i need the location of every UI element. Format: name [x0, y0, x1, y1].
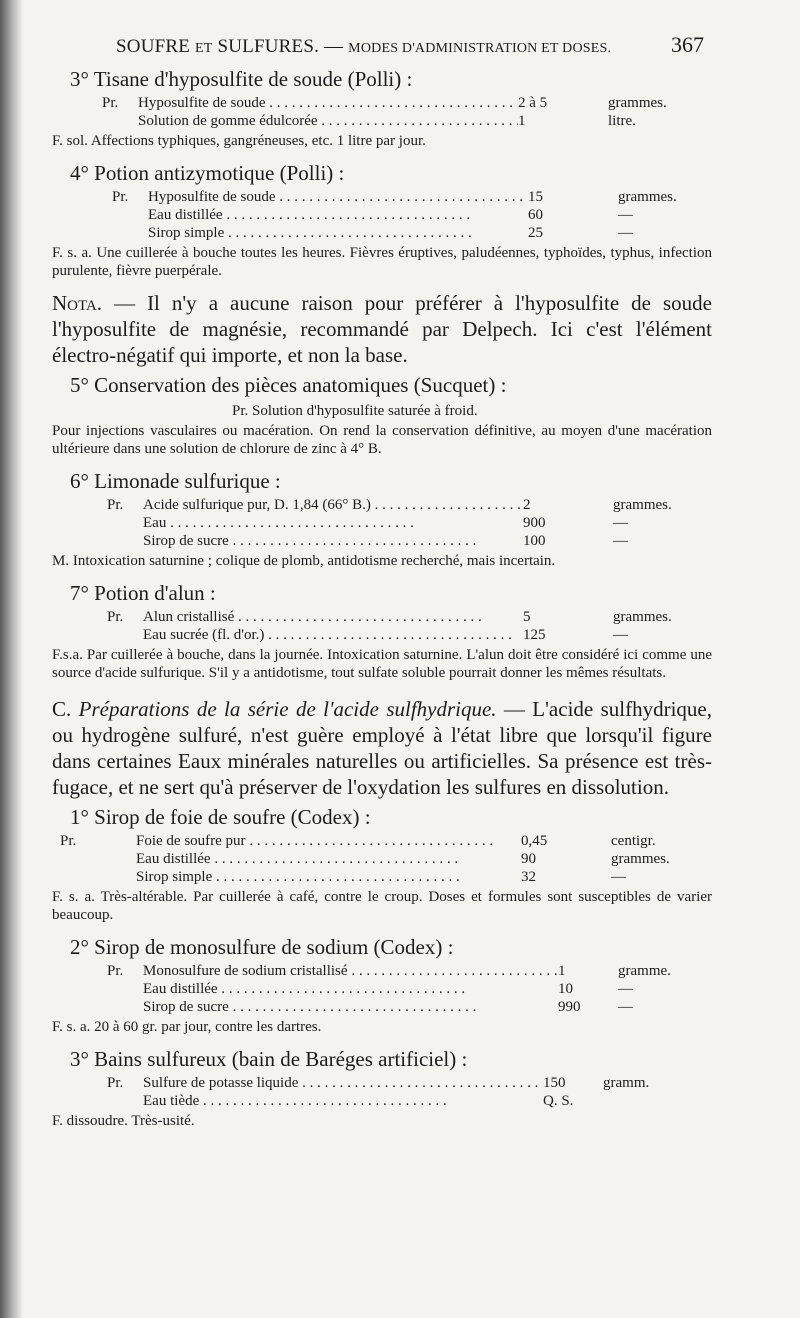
heading-conservation: 5° Conservation des pièces anatomiques (Sucquet) :: [70, 373, 507, 397]
note-potion-alun: F.s.a. Par cuillerée à bouche, dans la journée. Intoxication saturnine. L'alun doit être considéré ici comme une source d'acide sulfurique. S'il y a antidotisme, tout sulfate soluble pourrait donner les mêmes résultats.: [52, 647, 712, 681]
conservation-line: Pr. Solution d'hyposulfite saturée à froid.: [232, 403, 478, 419]
recipe-row: Eau sucrée (fl. d'or.) . . . 125 —: [107, 626, 712, 644]
recipe-row: Pr. Foie de soufre pur . . . 0,45 centigr.: [60, 832, 712, 850]
recipe-bains-sulfureux: [52, 1074, 712, 1110]
section-c-title: Préparations de la série de l'acide sulfhydrique.: [78, 697, 497, 721]
recipe-row: Pr. Monosulfure de sodium cristallisé . . . 1 gramme.: [107, 962, 712, 980]
heading-potion-antizymotique: 4° Potion antizymotique (Polli) :: [70, 161, 345, 185]
section-c-text: — L'acide sulfhydrique, ou hydrogène sulfuré, n'est guère employé à l'état libre que lorsqu'il figure dans certaines Eaux minérales naturelles ou artificielles. Sa présence est très-fugace, et ne sert qu'à préserver de l'oxydation les sulfures en dissolution.: [52, 697, 712, 799]
recipe-row: Pr. Sulfure de potasse liquide . . . 150 gramm.: [107, 1074, 712, 1092]
recipe-row: Sirop simple . . . 32 —: [60, 868, 712, 886]
recipe-tisane: [52, 94, 712, 130]
title-soufre: SOUFRE: [116, 36, 191, 57]
section-c-paragraph: [52, 696, 712, 800]
heading-potion-alun: 7° Potion d'alun :: [70, 581, 216, 605]
recipe-row: Pr. Alun cristallisé . . . 5 grammes.: [107, 608, 712, 626]
title-et: ET: [195, 41, 213, 56]
recipe-row: Eau distillée . . . 10 —: [107, 980, 712, 998]
recipe-row: Sirop simple . . . 25 —: [112, 224, 712, 242]
recipe-limonade: [52, 496, 712, 550]
title-subtitle: MODES D'ADMINISTRATION ET DOSES.: [348, 41, 612, 56]
title-dash: —: [324, 36, 344, 57]
page-content: [52, 32, 712, 1130]
recipe-row: Pr. Acide sulfurique pur, D. 1,84 (66° B.) . . . 2 grammes.: [107, 496, 712, 514]
recipe-row: Eau tiède . . . Q. S.: [107, 1092, 712, 1110]
recipe-row: Pr. Hyposulfite de soude . . . 15 grammes.: [112, 188, 712, 206]
nota-label: Nota.: [52, 291, 103, 315]
recipe-row: Solution de gomme édulcorée . . . 1 litre.: [102, 112, 712, 130]
note-conservation: Pour injections vasculaires ou macération. On rend la conservation définitive, au moyen d'une macération ultérieure dans une solution de chlorure de zinc à 4° B.: [52, 423, 712, 457]
note-sirop-foie: F. s. a. Très-altérable. Par cuillerée à café, contre le croup. Doses et formules sont susceptibles de varier beaucoup.: [52, 889, 712, 923]
note-limonade: M. Intoxication saturnine ; colique de plomb, antidotisme recherché, mais incertain.: [52, 553, 556, 569]
heading-sirop-foie: 1° Sirop de foie de soufre (Codex) :: [70, 805, 371, 829]
recipe-potion-antizymotique: [52, 188, 712, 242]
note-potion-antizymotique: F. s. a. Une cuillerée à bouche toutes les heures. Fièvres éruptives, paludéennes, typhoïdes, typhus, infection purulente, fièvre puerpérale.: [52, 245, 712, 279]
recipe-row: Sirop de sucre . . . 100 —: [107, 532, 712, 550]
page-gutter-shadow: [0, 0, 22, 1318]
title-sulfures: SULFURES.: [217, 36, 320, 57]
section-c-label: C.: [52, 697, 72, 721]
note-sirop-monosulfure: F. s. a. 20 à 60 gr. par jour, contre les dartres.: [52, 1019, 322, 1035]
heading-bains-sulfureux: 3° Bains sulfureux (bain de Baréges artificiel) :: [70, 1047, 468, 1071]
recipe-row: Eau distillée . . . 90 grammes.: [60, 850, 712, 868]
running-header: [52, 32, 712, 58]
recipe-row: Pr. Hyposulfite de soude . . . 2 à 5 grammes.: [102, 94, 712, 112]
recipe-potion-alun: [52, 608, 712, 644]
recipe-row: Eau distillée . . . 60 —: [112, 206, 712, 224]
heading-limonade: 6° Limonade sulfurique :: [70, 469, 281, 493]
recipe-sirop-foie: [52, 832, 712, 886]
recipe-row: Sirop de sucre . . . 990 —: [107, 998, 712, 1016]
running-title: [116, 36, 611, 58]
note-bains-sulfureux: F. dissoudre. Très-usité.: [52, 1113, 195, 1129]
heading-sirop-monosulfure: 2° Sirop de monosulfure de sodium (Codex) :: [70, 935, 454, 959]
recipe-row: Eau . . . 900 —: [107, 514, 712, 532]
page-number: 367: [671, 32, 704, 57]
heading-tisane: 3° Tisane d'hyposulfite de soude (Polli) :: [70, 67, 413, 91]
note-tisane: F. sol. Affections typhiques, gangréneuses, etc. 1 litre par jour.: [52, 133, 426, 149]
nota-text: — Il n'y a aucune raison pour préférer à l'hyposulfite de soude l'hyposulfite de magnésie, recommandé par Delpech. Ici c'est l'élément électro-négatif qui importe, et non la base.: [52, 291, 713, 367]
recipe-sirop-monosulfure: [52, 962, 712, 1016]
nota-paragraph: [52, 290, 712, 368]
